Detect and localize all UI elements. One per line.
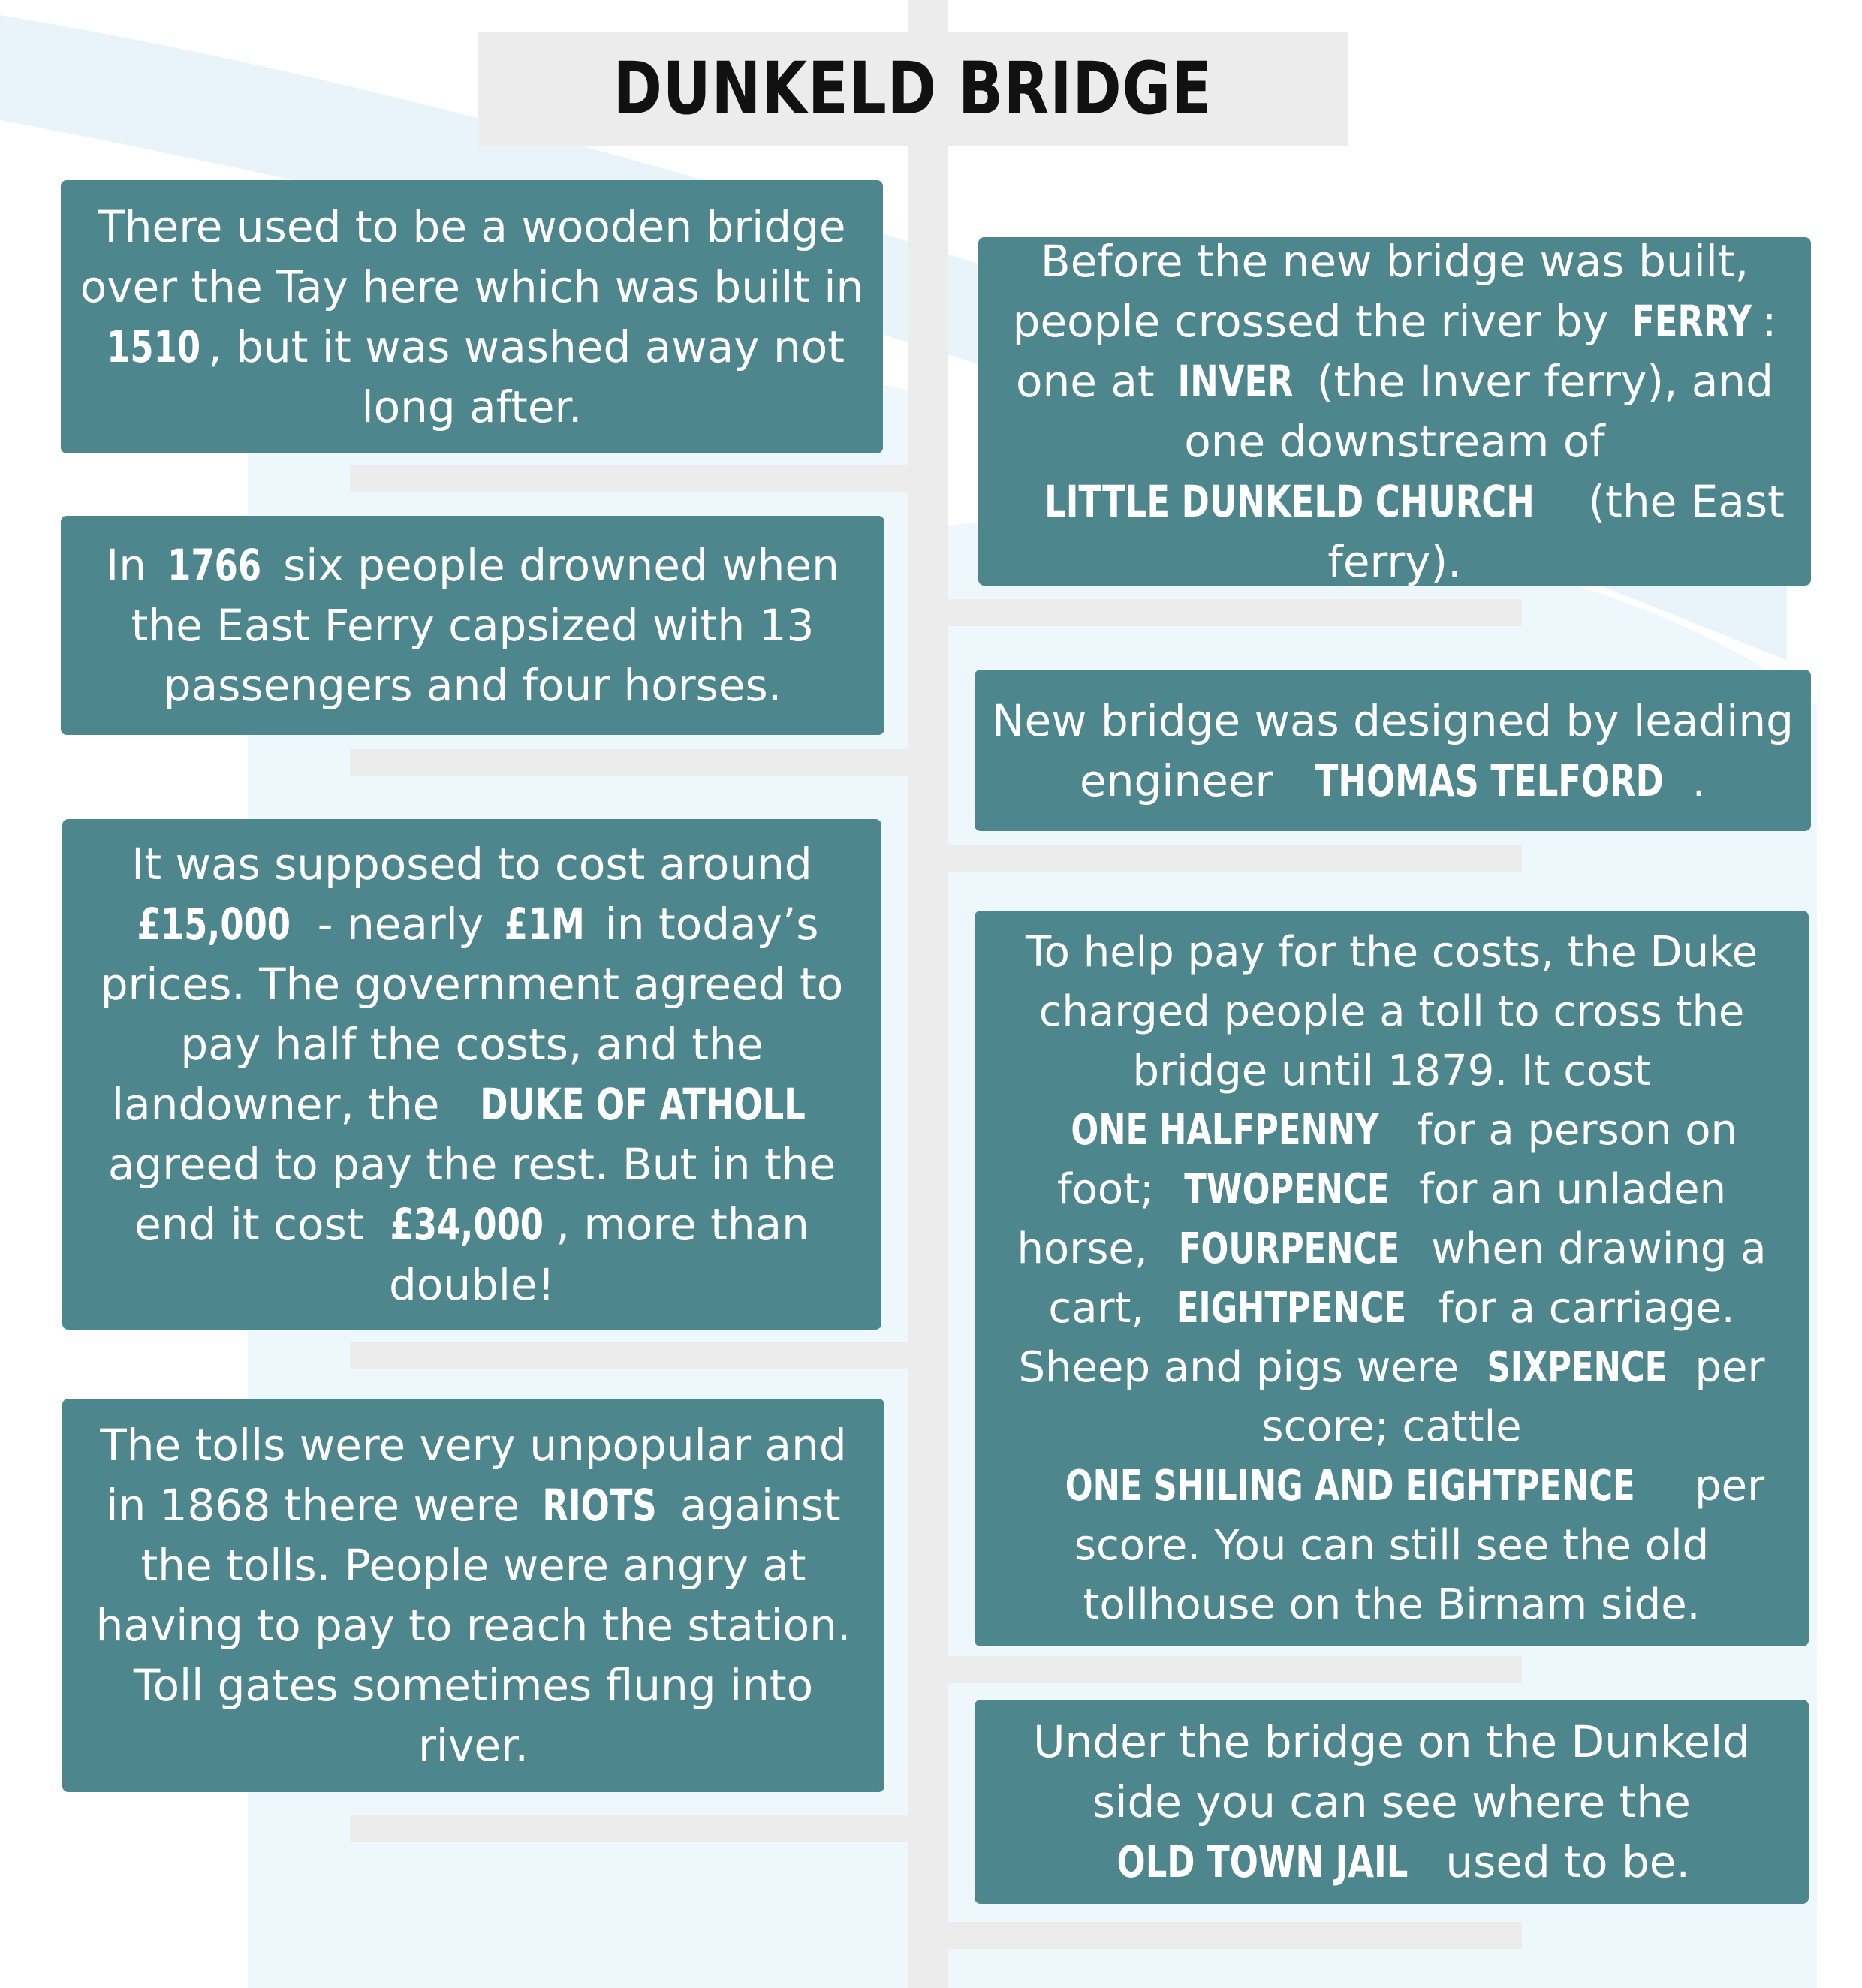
highlight-text: ONE SHILING AND EIGHTPENCE [1065, 1462, 1635, 1511]
highlight-text: TWOPENCE [1184, 1165, 1390, 1214]
highlight-text: £15,000 [137, 899, 291, 950]
body-text: . [1692, 755, 1706, 806]
body-text: To help pay for the costs, the Duke charged people a toll to cross the bridge until 1879. It cost [1025, 928, 1758, 1095]
body-text: The tolls were very unpopular and in 1868 there were [100, 1420, 847, 1531]
highlight-text: LITTLE DUNKELD CHURCH [1044, 476, 1535, 527]
body-text: agreed to pay the rest. But in the end it cost [107, 1139, 836, 1250]
card-riots [62, 1399, 884, 1792]
body-text: per score. You can still see the old tollhouse on the Birnam side. [1074, 1462, 1765, 1629]
connector [350, 1342, 908, 1369]
body-text: per score; cattle [1261, 1343, 1765, 1451]
body-text: It was supposed to cost around [131, 839, 812, 890]
card-text [995, 231, 1794, 592]
highlight-text: £34,000 [390, 1199, 544, 1250]
body-text: (the East ferry). [1327, 476, 1785, 587]
card-text [77, 535, 868, 715]
body-text: , but it was washed away not long after. [208, 321, 845, 432]
timeline-spine [908, 0, 948, 1988]
highlight-text: SIXPENCE [1487, 1343, 1668, 1392]
highlight-text: ONE HALFPENNY [1071, 1106, 1379, 1155]
card-text [77, 197, 866, 437]
body-text: for a person on foot; [1056, 1106, 1737, 1214]
card-wooden-bridge [61, 180, 883, 453]
highlight-text: RIOTS [542, 1480, 658, 1531]
card-text [991, 691, 1794, 811]
body-text: for a carriage. Sheep and pigs were [1018, 1284, 1735, 1392]
connector [948, 845, 1522, 872]
body-text: Under the bridge on the Dunkeld side you can see where the [1033, 1716, 1750, 1827]
body-text: New bridge was designed by leading engineer [992, 694, 1794, 806]
card-cost [62, 819, 881, 1330]
body-text: in today’s prices. The government agreed to pay half the costs, and the landowner, the [100, 899, 844, 1130]
body-text: , more than double! [389, 1199, 809, 1310]
page-title: DUNKELD BRIDGE [613, 47, 1213, 131]
connector [350, 465, 908, 492]
connector [350, 749, 908, 776]
body-text: Before the new bridge was built, people crossed the river by [1012, 236, 1749, 347]
card-ferries [978, 237, 1811, 586]
highlight-text: £1M [504, 899, 585, 950]
body-text: for an unladen horse, [1017, 1165, 1727, 1273]
card-tolls [975, 911, 1809, 1646]
body-text: : one at [1016, 296, 1777, 407]
connector [948, 1656, 1522, 1683]
highlight-text: 1510 [107, 321, 201, 372]
highlight-text: OLD TOWN JAIL [1116, 1836, 1409, 1887]
body-text: when drawing a cart, [1048, 1224, 1767, 1333]
body-text: (the Inver ferry), and one downstream of [1184, 356, 1773, 467]
highlight-text: INVER [1177, 356, 1294, 407]
body-text: used to be. [1431, 1836, 1690, 1887]
body-text: In [106, 540, 161, 591]
highlight-text: DUKE OF ATHOLL [480, 1079, 806, 1130]
card-ferry-disaster [61, 516, 884, 735]
body-text: against the tolls. People were angry at having to pay to reach the station. Toll gates sometimes flung into river. [95, 1480, 851, 1771]
card-text [991, 923, 1792, 1634]
card-telford [975, 670, 1811, 831]
body-text: - nearly [303, 899, 498, 950]
card-jail [975, 1700, 1809, 1904]
connector [948, 599, 1522, 626]
body-text: There used to be a wooden bridge over the Tay here which was built in [80, 201, 864, 312]
title-banner [478, 32, 1348, 146]
highlight-text: THOMAS TELFORD [1315, 755, 1664, 806]
card-text [79, 1415, 868, 1776]
connector [350, 1815, 908, 1842]
card-text [79, 834, 865, 1315]
highlight-text: FERRY [1632, 296, 1752, 347]
highlight-text: EIGHTPENCE [1177, 1284, 1407, 1333]
body-text: six people drowned when the East Ferry capsized with 13 passengers and four horses. [131, 540, 839, 711]
highlight-text: 1766 [167, 540, 262, 591]
highlight-text: FOURPENCE [1179, 1224, 1400, 1273]
card-text [991, 1712, 1792, 1892]
connector [948, 1922, 1522, 1949]
